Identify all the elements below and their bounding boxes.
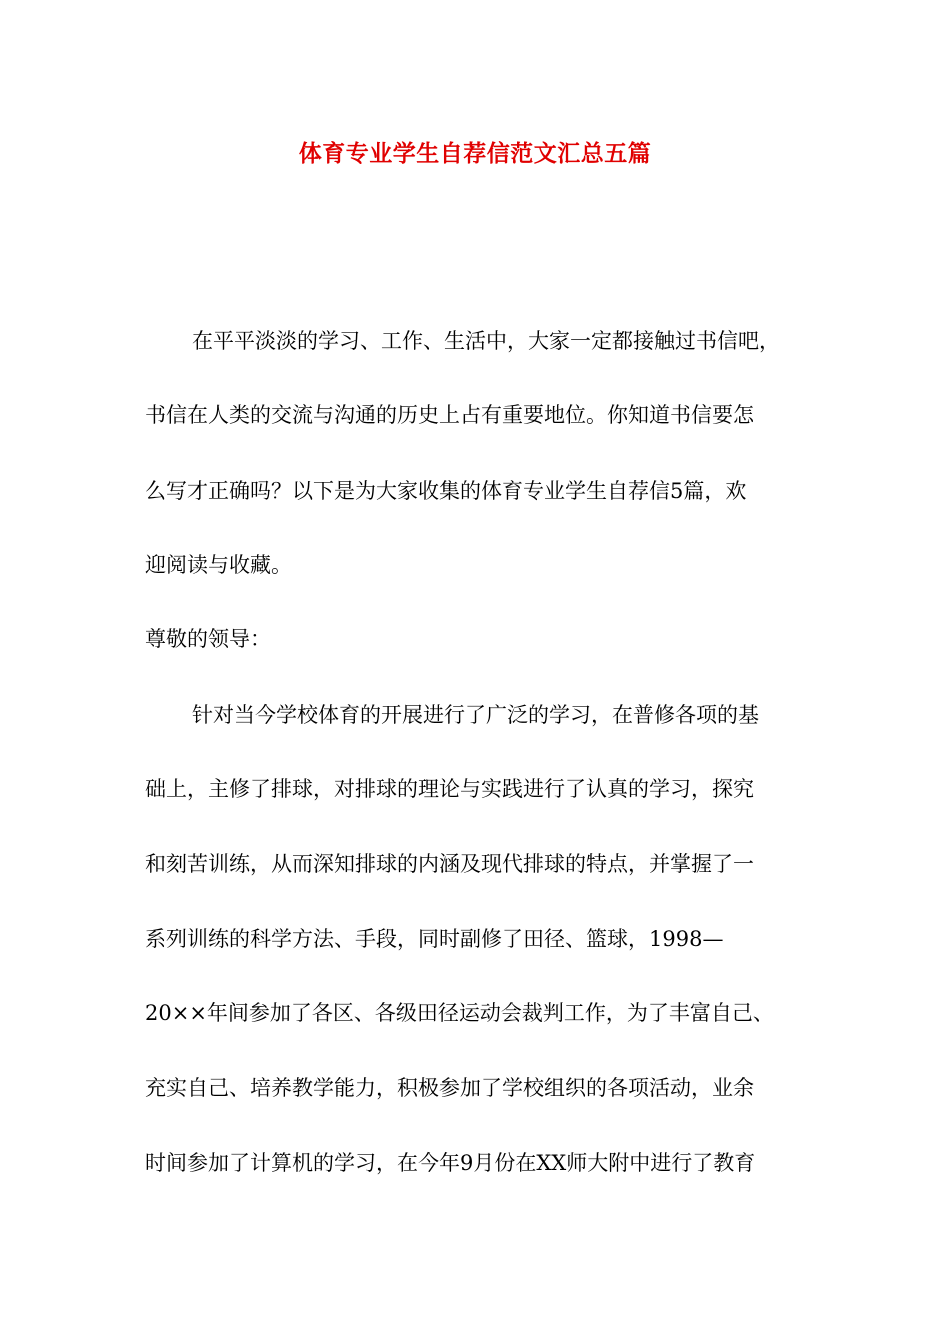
body-line-2: 础上，主修了排球，对排球的理论与实践进行了认真的学习，探究 — [145, 777, 754, 801]
intro-line-1: 在平平淡淡的学习、工作、生活中，大家一定都接触过书信吧， — [192, 329, 780, 353]
body-line-4: 系列训练的科学方法、手段，同时副修了田径、篮球，1998— — [145, 927, 724, 951]
document-title: 体育专业学生自荐信范文汇总五篇 — [298, 140, 652, 167]
intro-line-2: 书信在人类的交流与沟通的历史上占有重要地位。你知道书信要怎 — [145, 403, 754, 427]
intro-line-3: 么写才正确吗？以下是为大家收集的体育专业学生自荐信5篇，欢 — [145, 479, 747, 503]
salutation: 尊敬的领导： — [145, 627, 271, 651]
body-line-1: 针对当今学校体育的开展进行了广泛的学习，在普修各项的基 — [192, 703, 759, 727]
intro-line-4: 迎阅读与收藏。 — [145, 553, 292, 577]
body-line-5: 20××年间参加了各区、各级田径运动会裁判工作，为了丰富自己、 — [145, 1001, 774, 1025]
body-line-3: 和刻苦训练，从而深知排球的内涵及现代排球的特点，并掌握了一 — [145, 852, 754, 876]
body-line-6: 充实自己、培养教学能力，积极参加了学校组织的各项活动，业余 — [145, 1076, 754, 1100]
body-line-7: 时间参加了计算机的学习，在今年9月份在XX师大附中进行了教育 — [145, 1151, 756, 1175]
